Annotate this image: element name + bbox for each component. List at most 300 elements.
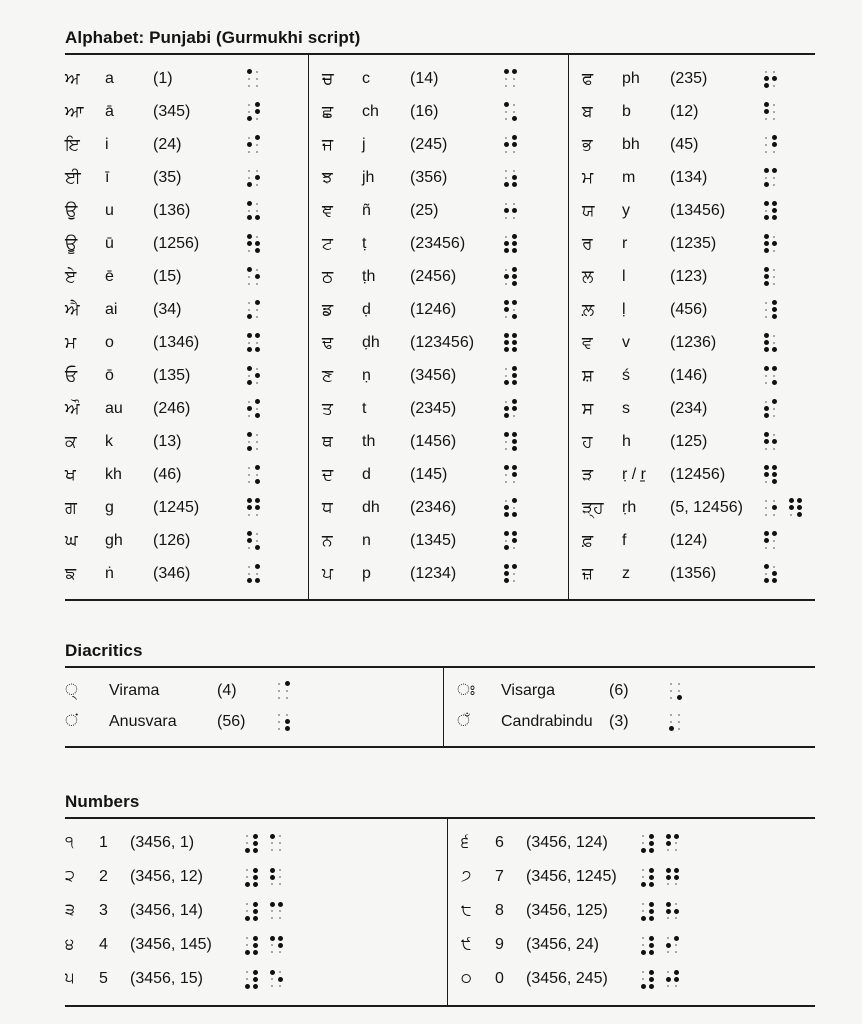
- digit: 9: [495, 936, 504, 953]
- braille-dot-empty: [670, 690, 672, 692]
- braille-dot-filled: [764, 531, 769, 536]
- braille-dot-filled: [641, 950, 646, 955]
- diacritic-row: [65, 675, 443, 706]
- braille-dot-empty: [513, 309, 515, 311]
- transliteration: d: [362, 465, 371, 483]
- braille-dot-filled: [255, 373, 260, 378]
- transliteration: ḍh: [362, 333, 380, 351]
- dot-numbers: (234): [670, 399, 708, 417]
- braille-cells: [762, 332, 778, 353]
- letter-row: [582, 491, 815, 524]
- braille-cell: [787, 497, 803, 518]
- dot-numbers: (3456, 12): [130, 868, 203, 885]
- braille-dot-empty: [765, 210, 767, 212]
- braille-dot-empty: [765, 375, 767, 377]
- dot-numbers: (1): [153, 69, 173, 87]
- braille-dot-empty: [765, 448, 767, 450]
- braille-dot-empty: [765, 573, 767, 575]
- number-row: [461, 962, 815, 996]
- braille-dot-empty: [256, 408, 258, 410]
- gurmukhi-char: ਮ: [65, 332, 77, 352]
- braille-dot-empty: [765, 382, 767, 384]
- gurmukhi-char: ਨ: [322, 530, 333, 550]
- transliteration: ṅ: [105, 564, 114, 582]
- braille-cell: [243, 969, 259, 990]
- braille-dot-empty: [667, 985, 669, 987]
- braille-dot-empty: [248, 573, 250, 575]
- braille-dot-empty: [256, 316, 258, 318]
- braille-dot-filled: [772, 439, 777, 444]
- diacritic-char: ◌ਃ: [457, 681, 476, 699]
- transliteration: ō: [105, 366, 114, 384]
- braille-cell: [762, 167, 778, 188]
- braille-cells: [502, 365, 518, 386]
- gurmukhi-numeral: ੩: [65, 902, 75, 919]
- dot-numbers: (1345): [410, 531, 457, 549]
- dot-numbers: (135): [153, 366, 191, 384]
- braille-dot-filled: [504, 333, 509, 338]
- letter-row: [65, 260, 308, 293]
- braille-dot-filled: [674, 834, 679, 839]
- gurmukhi-numeral: ੯: [461, 936, 472, 953]
- gurmukhi-char: ਅ: [65, 68, 80, 88]
- braille-dot-filled: [512, 439, 517, 444]
- braille-cells: [762, 497, 803, 518]
- letter-row: [322, 458, 568, 491]
- gurmukhi-char: ਧ: [322, 497, 333, 517]
- braille-dot-empty: [642, 903, 644, 905]
- braille-dot-filled: [764, 439, 769, 444]
- braille-dot-filled: [245, 848, 250, 853]
- dot-numbers: (3456, 124): [526, 834, 608, 851]
- braille-dot-empty: [773, 269, 775, 271]
- braille-dot-filled: [253, 916, 258, 921]
- braille-cell: [502, 68, 518, 89]
- braille-dot-empty: [505, 441, 507, 443]
- dot-numbers: (5, 12456): [670, 498, 743, 516]
- braille-dot-filled: [247, 531, 252, 536]
- braille-cells: [502, 332, 518, 353]
- braille-dot-empty: [246, 835, 248, 837]
- braille-dot-filled: [772, 347, 777, 352]
- braille-dot-filled: [247, 116, 252, 121]
- braille-dot-empty: [256, 210, 258, 212]
- braille-dot-empty: [248, 78, 250, 80]
- dot-numbers: (14): [410, 69, 439, 87]
- braille-dot-filled: [772, 479, 777, 484]
- letter-row: [582, 392, 815, 425]
- braille-cells: [245, 68, 261, 89]
- braille-dot-filled: [512, 241, 517, 246]
- braille-dot-filled: [253, 868, 258, 873]
- letter-row: [322, 524, 568, 557]
- gurmukhi-char: ਇ: [65, 134, 80, 154]
- braille-cell: [245, 299, 261, 320]
- transliteration: ṛ / r̠: [622, 465, 646, 483]
- braille-cells: [639, 901, 680, 922]
- braille-dot-empty: [773, 335, 775, 337]
- braille-dot-empty: [278, 728, 280, 730]
- braille-dot-filled: [512, 234, 517, 239]
- braille-dot-empty: [246, 869, 248, 871]
- braille-cells: [245, 167, 261, 188]
- braille-cell: [502, 365, 518, 386]
- letter-row: [582, 62, 815, 95]
- braille-dot-empty: [279, 917, 281, 919]
- gurmukhi-char: ਖ: [65, 464, 76, 484]
- braille-dot-empty: [286, 697, 288, 699]
- letter-row: [582, 293, 815, 326]
- braille-dot-empty: [513, 85, 515, 87]
- letter-row: [582, 557, 815, 590]
- braille-dot-empty: [773, 500, 775, 502]
- transliteration: ī: [105, 168, 110, 186]
- braille-dot-filled: [504, 248, 509, 253]
- braille-dot-empty: [765, 514, 767, 516]
- braille-dot-filled: [764, 578, 769, 583]
- braille-dot-filled: [677, 695, 682, 700]
- braille-dot-filled: [512, 366, 517, 371]
- braille-dot-empty: [256, 170, 258, 172]
- braille-dot-empty: [670, 697, 672, 699]
- transliteration: ai: [105, 300, 118, 318]
- braille-dot-filled: [504, 102, 509, 107]
- braille-dot-filled: [247, 380, 252, 385]
- braille-dot-filled: [666, 875, 671, 880]
- braille-dot-empty: [773, 547, 775, 549]
- braille-cells: [502, 266, 518, 287]
- letter-row: [322, 425, 568, 458]
- digit: 5: [99, 970, 108, 987]
- dot-numbers: (6): [609, 681, 629, 699]
- braille-dot-filled: [789, 505, 794, 510]
- braille-dot-filled: [247, 347, 252, 352]
- braille-dot-empty: [248, 481, 250, 483]
- braille-dot-filled: [772, 135, 777, 140]
- braille-dot-filled: [674, 909, 679, 914]
- braille-dot-filled: [245, 984, 250, 989]
- braille-dot-empty: [248, 514, 250, 516]
- braille-dot-empty: [513, 481, 515, 483]
- braille-dot-filled: [270, 875, 275, 880]
- diacritics-table: [65, 668, 815, 748]
- braille-cell: [245, 365, 261, 386]
- gurmukhi-char: ਦ: [322, 464, 334, 484]
- transliteration: y: [622, 201, 630, 219]
- braille-dot-empty: [670, 714, 672, 716]
- diacritics-column-1: [65, 668, 443, 746]
- braille-dot-filled: [772, 168, 777, 173]
- letter-row: [322, 161, 568, 194]
- braille-dot-empty: [279, 842, 281, 844]
- braille-cell: [639, 935, 655, 956]
- braille-dot-filled: [772, 399, 777, 404]
- braille-cell: [639, 833, 655, 854]
- braille-dot-empty: [765, 151, 767, 153]
- braille-dot-empty: [765, 316, 767, 318]
- transliteration: ē: [105, 267, 114, 285]
- braille-dot-filled: [504, 208, 509, 213]
- braille-dot-empty: [642, 842, 644, 844]
- braille-dot-empty: [773, 111, 775, 113]
- braille-cells: [762, 563, 778, 584]
- braille-dot-filled: [255, 465, 260, 470]
- braille-dot-filled: [512, 281, 517, 286]
- transliteration: jh: [362, 168, 375, 186]
- braille-dot-filled: [247, 505, 252, 510]
- braille-dot-filled: [255, 241, 260, 246]
- number-row: [65, 928, 447, 962]
- braille-dot-empty: [248, 401, 250, 403]
- braille-cell: [502, 266, 518, 287]
- dot-numbers: (345): [153, 102, 191, 120]
- braille-dot-filled: [674, 868, 679, 873]
- braille-dot-empty: [278, 714, 280, 716]
- gurmukhi-char: ਹ: [582, 431, 593, 451]
- dot-numbers: (3456, 14): [130, 902, 203, 919]
- gurmukhi-char: ਰ: [582, 233, 593, 253]
- braille-dot-empty: [773, 104, 775, 106]
- braille-cells: [245, 332, 261, 353]
- braille-dot-empty: [271, 951, 273, 953]
- braille-cells: [762, 299, 778, 320]
- braille-dot-filled: [649, 909, 654, 914]
- braille-cell: [762, 101, 778, 122]
- braille-dot-empty: [773, 540, 775, 542]
- braille-cells: [502, 398, 518, 419]
- braille-cell: [664, 969, 680, 990]
- braille-dot-empty: [246, 842, 248, 844]
- transliteration: z: [622, 564, 630, 582]
- dot-numbers: (3456, 145): [130, 936, 212, 953]
- braille-dot-empty: [773, 342, 775, 344]
- braille-dot-filled: [512, 472, 517, 477]
- braille-dot-filled: [512, 347, 517, 352]
- braille-dot-filled: [764, 281, 769, 286]
- gurmukhi-char: ਠ: [322, 266, 334, 286]
- transliteration: ś: [622, 366, 630, 384]
- transliteration: a: [105, 69, 114, 87]
- braille-dot-empty: [505, 540, 507, 542]
- braille-dot-filled: [504, 340, 509, 345]
- number-row: [65, 962, 447, 996]
- braille-dot-filled: [649, 950, 654, 955]
- letter-row: [65, 491, 308, 524]
- transliteration: t: [362, 399, 367, 417]
- braille-cells: [243, 969, 284, 990]
- transliteration: ṭh: [362, 267, 376, 285]
- braille-dot-empty: [246, 944, 248, 946]
- letter-row: [65, 95, 308, 128]
- gurmukhi-char: ਪ: [322, 563, 333, 583]
- braille-dot-filled: [512, 538, 517, 543]
- braille-dot-filled: [772, 472, 777, 477]
- gurmukhi-char: ਵ: [582, 332, 593, 352]
- braille-dot-empty: [248, 276, 250, 278]
- braille-dot-empty: [773, 236, 775, 238]
- braille-dot-empty: [256, 144, 258, 146]
- braille-cells: [243, 901, 284, 922]
- braille-dot-filled: [504, 512, 509, 517]
- braille-dot-filled: [285, 681, 290, 686]
- braille-dot-empty: [642, 876, 644, 878]
- braille-dot-empty: [256, 474, 258, 476]
- braille-dot-filled: [649, 970, 654, 975]
- numbers-table: [65, 819, 815, 1007]
- braille-dot-empty: [773, 514, 775, 516]
- dot-numbers: (35): [153, 168, 182, 186]
- letter-row: [65, 227, 308, 260]
- braille-dot-empty: [773, 184, 775, 186]
- braille-dot-empty: [773, 151, 775, 153]
- braille-cell: [245, 530, 261, 551]
- gurmukhi-char: ੜ੍ਹ: [582, 497, 604, 517]
- dot-numbers: (356): [410, 168, 448, 186]
- dot-numbers: (3456, 245): [526, 970, 608, 987]
- braille-cell: [245, 68, 261, 89]
- braille-dot-empty: [505, 500, 507, 502]
- braille-dot-empty: [505, 401, 507, 403]
- diacritic-name: Virama: [109, 681, 160, 699]
- braille-dot-filled: [641, 848, 646, 853]
- braille-dot-empty: [642, 910, 644, 912]
- braille-dot-filled: [504, 300, 509, 305]
- braille-cells: [245, 299, 261, 320]
- number-row: [65, 860, 447, 894]
- braille-dot-empty: [278, 721, 280, 723]
- braille-dot-filled: [512, 512, 517, 517]
- braille-dot-empty: [505, 316, 507, 318]
- braille-cells: [762, 101, 778, 122]
- braille-dot-empty: [505, 217, 507, 219]
- braille-dot-filled: [247, 142, 252, 147]
- letter-row: [322, 128, 568, 161]
- braille-dot-filled: [245, 882, 250, 887]
- braille-cell: [762, 464, 778, 485]
- braille-dot-empty: [505, 283, 507, 285]
- transliteration: i: [105, 135, 109, 153]
- dot-numbers: (1235): [670, 234, 717, 252]
- braille-cells: [762, 200, 778, 221]
- braille-dot-empty: [279, 971, 281, 973]
- braille-dot-empty: [773, 566, 775, 568]
- letter-row: [65, 161, 308, 194]
- dot-numbers: (1234): [410, 564, 457, 582]
- gurmukhi-char: ਓ: [65, 365, 78, 385]
- braille-cell: [762, 266, 778, 287]
- braille-dot-filled: [255, 333, 260, 338]
- braille-dot-filled: [504, 69, 509, 74]
- braille-cell: [243, 901, 259, 922]
- braille-dot-filled: [504, 432, 509, 437]
- braille-dot-filled: [764, 102, 769, 107]
- braille-dot-filled: [278, 977, 283, 982]
- braille-dot-filled: [512, 373, 517, 378]
- braille-dot-filled: [255, 215, 260, 220]
- braille-cell: [667, 711, 683, 732]
- dot-numbers: (24): [153, 135, 182, 153]
- dot-numbers: (3456, 24): [526, 936, 599, 953]
- braille-cell: [502, 563, 518, 584]
- letter-row: [322, 227, 568, 260]
- braille-cell: [762, 497, 778, 518]
- braille-cell: [762, 200, 778, 221]
- braille-dot-filled: [504, 564, 509, 569]
- transliteration: l: [622, 267, 626, 285]
- dot-numbers: (56): [217, 712, 246, 730]
- braille-cells: [667, 711, 683, 732]
- transliteration: n: [362, 531, 371, 549]
- dot-numbers: (1236): [670, 333, 717, 351]
- letter-row: [65, 128, 308, 161]
- braille-cell: [664, 935, 680, 956]
- braille-dot-empty: [667, 951, 669, 953]
- braille-dot-empty: [513, 151, 515, 153]
- braille-dot-empty: [256, 269, 258, 271]
- braille-dot-filled: [512, 340, 517, 345]
- braille-cell: [762, 332, 778, 353]
- braille-dot-empty: [256, 514, 258, 516]
- braille-dot-filled: [247, 578, 252, 583]
- braille-cells: [245, 530, 261, 551]
- braille-dot-filled: [504, 505, 509, 510]
- braille-dot-filled: [512, 267, 517, 272]
- braille-dot-filled: [649, 834, 654, 839]
- braille-dot-empty: [248, 250, 250, 252]
- braille-cell: [245, 167, 261, 188]
- braille-dot-empty: [271, 883, 273, 885]
- dot-numbers: (4): [217, 681, 237, 699]
- braille-dot-empty: [279, 876, 281, 878]
- braille-dot-filled: [504, 413, 509, 418]
- number-row: [461, 894, 815, 928]
- braille-dot-filled: [255, 347, 260, 352]
- braille-dot-filled: [649, 902, 654, 907]
- dot-numbers: (1356): [670, 564, 717, 582]
- gurmukhi-char: ਡ: [322, 299, 334, 319]
- diacritic-row: [65, 706, 443, 737]
- braille-dot-filled: [504, 380, 509, 385]
- dot-numbers: (124): [670, 531, 708, 549]
- braille-dot-empty: [256, 78, 258, 80]
- braille-cells: [502, 167, 518, 188]
- braille-dot-empty: [765, 302, 767, 304]
- braille-cell: [275, 680, 291, 701]
- transliteration: th: [362, 432, 376, 450]
- digit: 2: [99, 868, 108, 885]
- dot-numbers: (3456): [410, 366, 457, 384]
- gurmukhi-char: ਥ: [322, 431, 333, 451]
- letter-row: [582, 359, 815, 392]
- braille-dot-filled: [253, 848, 258, 853]
- gurmukhi-char: ਈ: [65, 167, 81, 187]
- braille-dot-filled: [649, 868, 654, 873]
- braille-dot-empty: [642, 978, 644, 980]
- braille-dot-empty: [642, 869, 644, 871]
- braille-dot-filled: [772, 208, 777, 213]
- braille-dot-filled: [253, 970, 258, 975]
- braille-dot-filled: [504, 465, 509, 470]
- braille-dot-filled: [270, 868, 275, 873]
- braille-cell: [245, 332, 261, 353]
- braille-dot-empty: [505, 269, 507, 271]
- letter-row: [582, 524, 815, 557]
- braille-cell: [245, 431, 261, 452]
- braille-dot-filled: [512, 406, 517, 411]
- braille-dot-empty: [271, 917, 273, 919]
- braille-cell: [639, 901, 655, 922]
- dot-numbers: (346): [153, 564, 191, 582]
